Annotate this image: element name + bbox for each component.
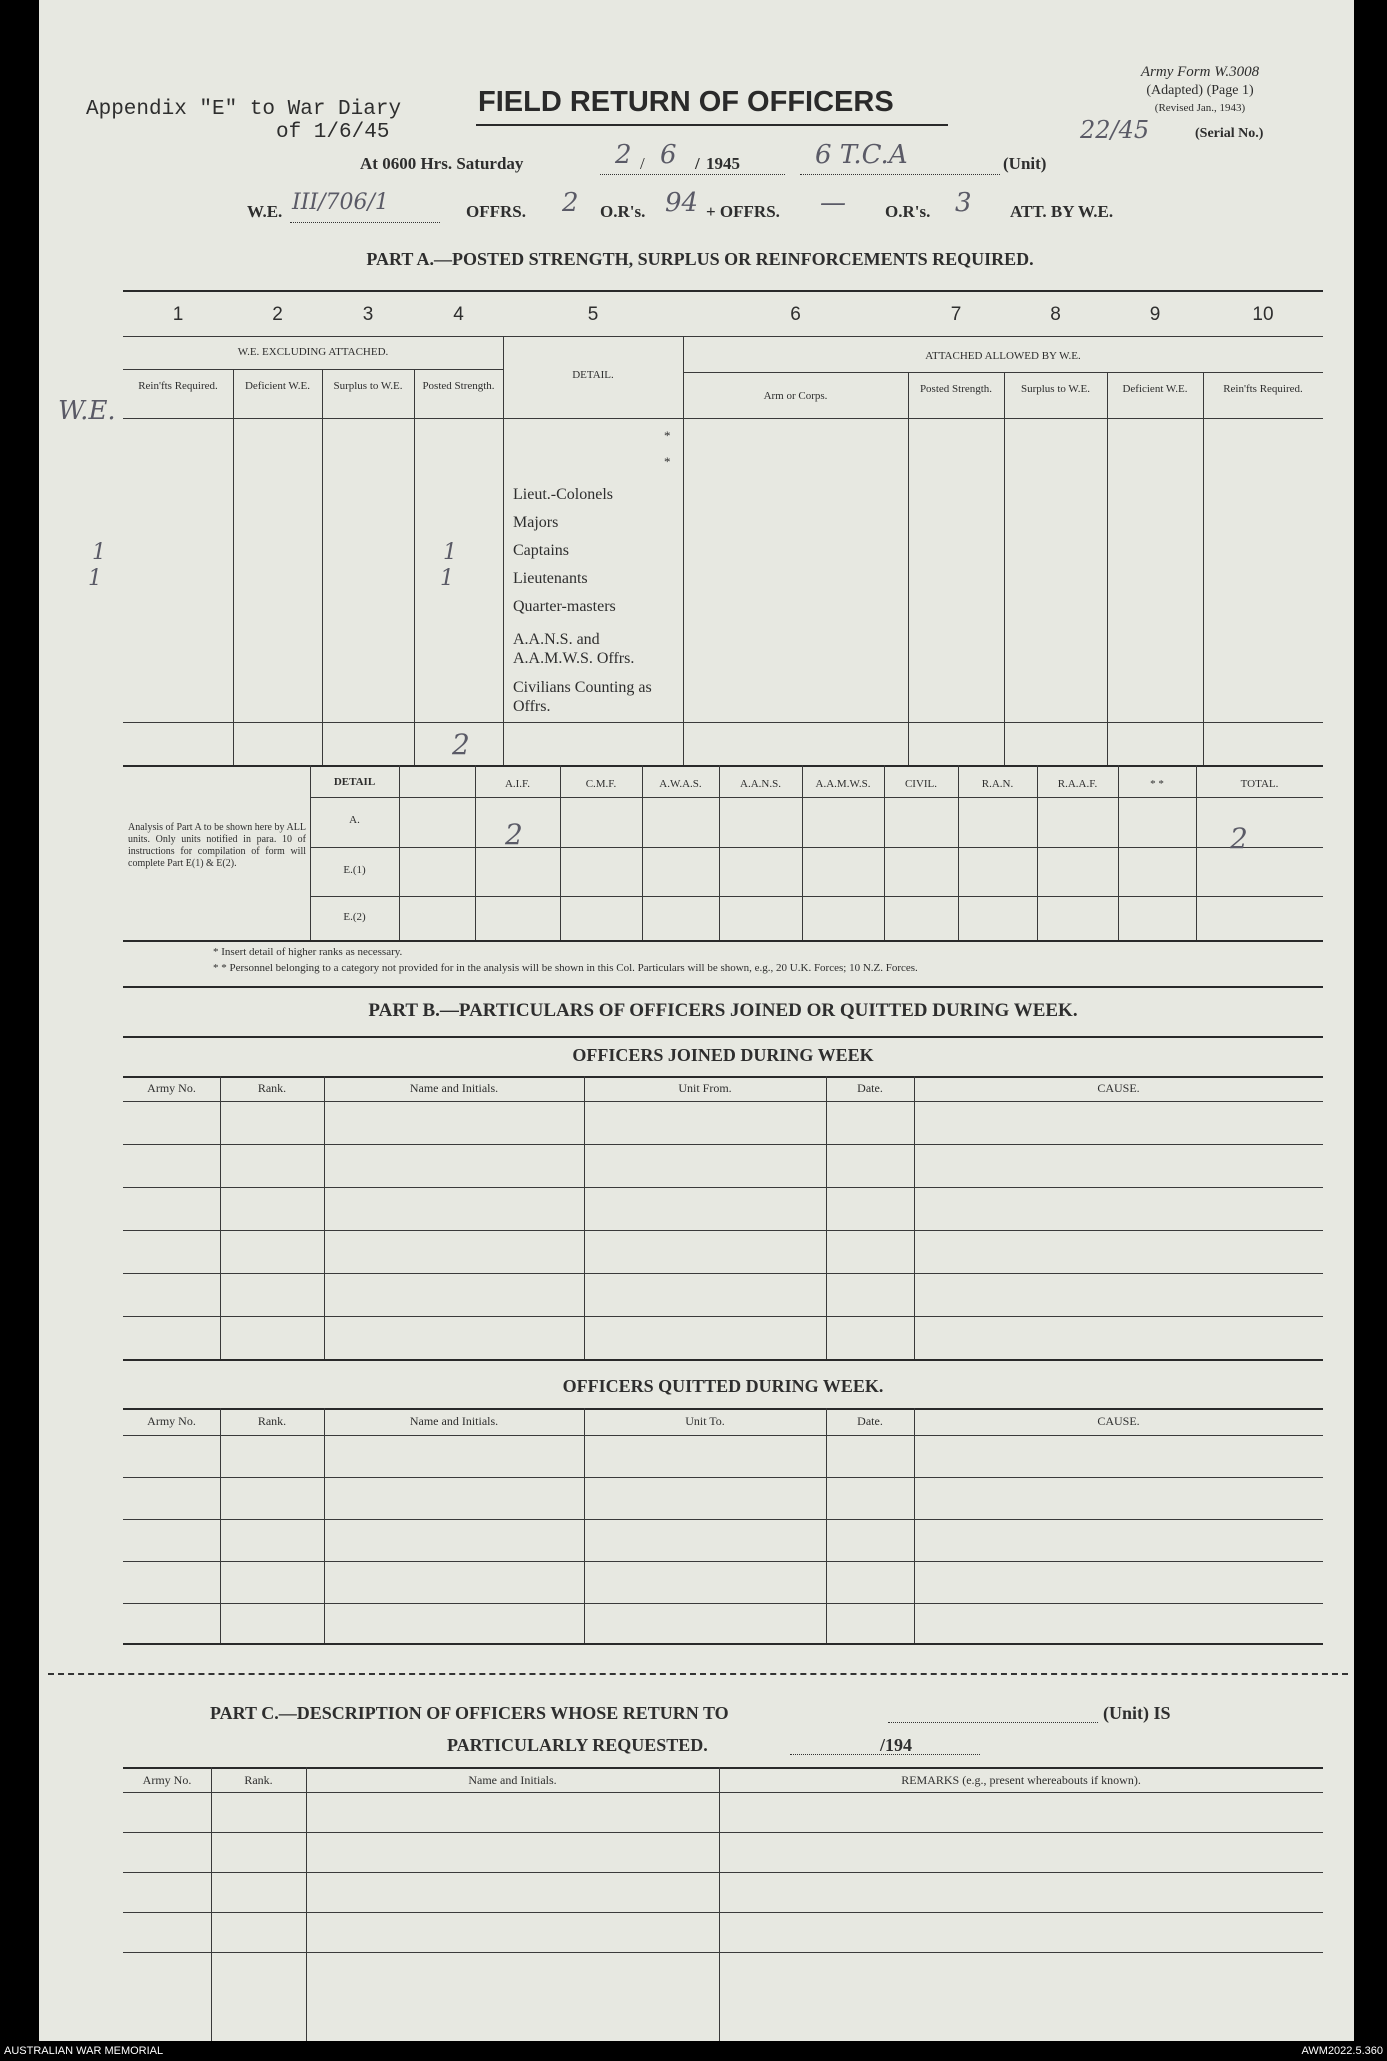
part-b-title: PART B.—PARTICULARS OF OFFICERS JOINED OR QUITTED DURING WEEK. xyxy=(368,1000,1078,1021)
col-num-3: 3 xyxy=(362,304,374,325)
rank-qm: Quarter-masters xyxy=(513,598,616,615)
ors2-label: O.R's. xyxy=(885,202,931,221)
joined-col-rank: Rank. xyxy=(257,1081,287,1095)
appendix-line-1: Appendix "E" to War Diary xyxy=(86,98,402,121)
footnote-2: * * Personnel belonging to a category not provided for in the analysis will be shown in this Col. Particulars will be shown, e.g., 20 U.K. Forces; 10 N.Z. Forces. xyxy=(213,962,918,974)
an-col-civil: CIVIL. xyxy=(904,778,938,790)
part-c-date: /194 xyxy=(880,1735,913,1755)
col-num-1: 1 xyxy=(172,304,184,325)
rank-lieutenants: Lieutenants xyxy=(513,570,588,587)
rank-majors: Majors xyxy=(513,514,559,531)
col-deficient: Deficient W.E. xyxy=(244,380,311,392)
part-c-title-b: (Unit) IS xyxy=(1103,1703,1171,1723)
we-label: W.E. xyxy=(247,202,283,221)
ors-value: 94 xyxy=(665,188,699,218)
posted-total-value: 2 xyxy=(452,728,470,761)
col-posted-strength: Posted Strength. xyxy=(422,380,495,392)
detail-header: DETAIL. xyxy=(572,369,614,381)
an-col-aamws: A.A.M.W.S. xyxy=(815,778,871,790)
part-c-title-a: PART C.—DESCRIPTION OF OFFICERS WHOSE RETURN TO xyxy=(210,1703,729,1723)
partc-col-name: Name and Initials. xyxy=(468,1773,557,1787)
an-col-awas: A.W.A.S. xyxy=(659,778,702,790)
joined-col-armyno: Army No. xyxy=(147,1081,196,1095)
an-col-ran: R.A.N. xyxy=(981,778,1014,790)
reinf-lieutenants-mark: 1 xyxy=(88,566,102,591)
analysis-detail-label: DETAIL xyxy=(333,776,376,788)
footnote-1: * Insert detail of higher ranks as necessary. xyxy=(213,946,403,958)
serial-number-label: (Serial No.) xyxy=(1195,126,1264,141)
offrs-value: 2 xyxy=(562,188,579,218)
ors2-value: 3 xyxy=(955,188,972,218)
att-label: ATT. BY W.E. xyxy=(1010,202,1114,221)
we-value: III/706/1 xyxy=(292,190,389,215)
partc-col-remarks: REMARKS (e.g., present whereabouts if known). xyxy=(901,1773,1141,1787)
an-col-aans: A.A.N.S. xyxy=(740,778,781,790)
analysis-note: Analysis of Part A to be shown here by ALL units. Only units notified in para. 10 of instructions for compilation of form will complete Part E(1) & E(2). xyxy=(128,822,306,869)
quitted-col-cause: CAUSE. xyxy=(1097,1414,1140,1428)
archive-footer xyxy=(0,2041,1387,2061)
unit-value: 6 T.C.A xyxy=(815,140,908,170)
rank-lt-col: Lieut.-Colonels xyxy=(513,486,613,503)
an-col-total: TOTAL. xyxy=(1240,778,1279,790)
col-arm-corps: Arm or Corps. xyxy=(763,390,828,402)
part-c-title-c: PARTICULARLY REQUESTED. xyxy=(447,1735,708,1755)
rank-captains: Captains xyxy=(513,542,569,559)
left-group-header: W.E. EXCLUDING ATTACHED. xyxy=(237,346,389,358)
date-day: 2 xyxy=(615,140,632,170)
an-col-raaf: R.A.A.F. xyxy=(1057,778,1098,790)
an-col-aif: A.I.F. xyxy=(504,778,531,790)
col-att-deficient: Deficient W.E. xyxy=(1122,383,1188,395)
joined-col-cause: CAUSE. xyxy=(1097,1081,1140,1095)
partc-col-armyno: Army No. xyxy=(142,1773,192,1787)
an-row-e1: E.(1) xyxy=(343,864,366,876)
form-adapted: (Adapted) (Page 1) xyxy=(1146,83,1254,98)
col-num-4: 4 xyxy=(453,304,464,325)
joined-title: OFFICERS JOINED DURING WEEK xyxy=(572,1045,874,1065)
an-total-a-value: 2 xyxy=(1230,822,1248,855)
date-month: 6 xyxy=(660,140,677,170)
joined-col-name: Name and Initials. xyxy=(409,1081,499,1095)
col-num-6: 6 xyxy=(790,304,801,325)
perforation-line xyxy=(48,1673,1348,1675)
footer-right: AWM2022.5.360 xyxy=(1301,2045,1383,2057)
joined-col-date: Date. xyxy=(857,1081,883,1095)
an-col-other: * * xyxy=(1150,778,1164,790)
unit-label: (Unit) xyxy=(1003,154,1047,173)
col-num-10: 10 xyxy=(1252,304,1274,325)
form-revised: (Revised Jan., 1943) xyxy=(1154,102,1246,114)
quitted-col-unit-to: Unit To. xyxy=(685,1414,725,1428)
form-number: Army Form W.3008 xyxy=(1140,64,1260,80)
ors-label: O.R's. xyxy=(600,202,646,221)
col-num-8: 8 xyxy=(1050,304,1061,325)
col-reinf-required: Rein'fts Required. xyxy=(138,380,218,392)
margin-we-note: W.E. xyxy=(58,396,116,426)
serial-number-value: 22/45 xyxy=(1080,116,1150,144)
page-title: FIELD RETURN OF OFFICERS xyxy=(478,86,894,118)
posted-captains-mark: 1 xyxy=(443,540,457,565)
rank-civilians: Civilians Counting as Offrs. xyxy=(513,679,652,715)
quitted-col-rank: Rank. xyxy=(257,1414,287,1428)
col-att-surplus: Surplus to W.E. xyxy=(1020,383,1091,395)
quitted-col-armyno: Army No. xyxy=(147,1414,196,1428)
date-label: At 0600 Hrs. Saturday xyxy=(360,154,524,173)
col-att-reinf: Rein'fts Required. xyxy=(1223,383,1303,395)
quitted-col-date: Date. xyxy=(857,1414,883,1428)
appendix-line-2: of 1/6/45 xyxy=(276,121,390,144)
partc-col-rank: Rank. xyxy=(244,1773,273,1787)
posted-lieutenants-mark: 1 xyxy=(440,566,454,591)
col-att-posted: Posted Strength. xyxy=(919,383,993,395)
quitted-title: OFFICERS QUITTED DURING WEEK. xyxy=(562,1376,884,1396)
date-year: 1945 xyxy=(706,154,740,173)
quitted-col-name: Name and Initials. xyxy=(409,1414,499,1428)
rank-aans: A.A.N.S. and A.A.M.W.S. Offrs. xyxy=(513,631,635,667)
offrs2-label: + OFFRS. xyxy=(706,202,780,221)
reinf-captains-mark: 1 xyxy=(92,540,106,565)
footer-left: AUSTRALIAN WAR MEMORIAL xyxy=(4,2045,164,2057)
right-group-header: ATTACHED ALLOWED BY W.E. xyxy=(925,350,1081,362)
joined-col-unit-from: Unit From. xyxy=(678,1081,732,1095)
an-aif-a-value: 2 xyxy=(505,818,523,851)
offrs2-value: — xyxy=(820,188,846,218)
col-num-2: 2 xyxy=(272,304,283,325)
an-col-cmf: C.M.F. xyxy=(585,778,617,790)
col-num-5: 5 xyxy=(587,304,599,325)
an-row-e2: E.(2) xyxy=(343,911,366,923)
col-num-9: 9 xyxy=(1149,304,1161,325)
offrs-label: OFFRS. xyxy=(466,202,526,221)
an-row-a: A. xyxy=(349,814,360,826)
part-a-title: PART A.—POSTED STRENGTH, SURPLUS OR REINFORCEMENTS REQUIRED. xyxy=(366,249,1034,269)
col-num-7: 7 xyxy=(950,304,962,325)
col-surplus: Surplus to W.E. xyxy=(333,380,403,392)
